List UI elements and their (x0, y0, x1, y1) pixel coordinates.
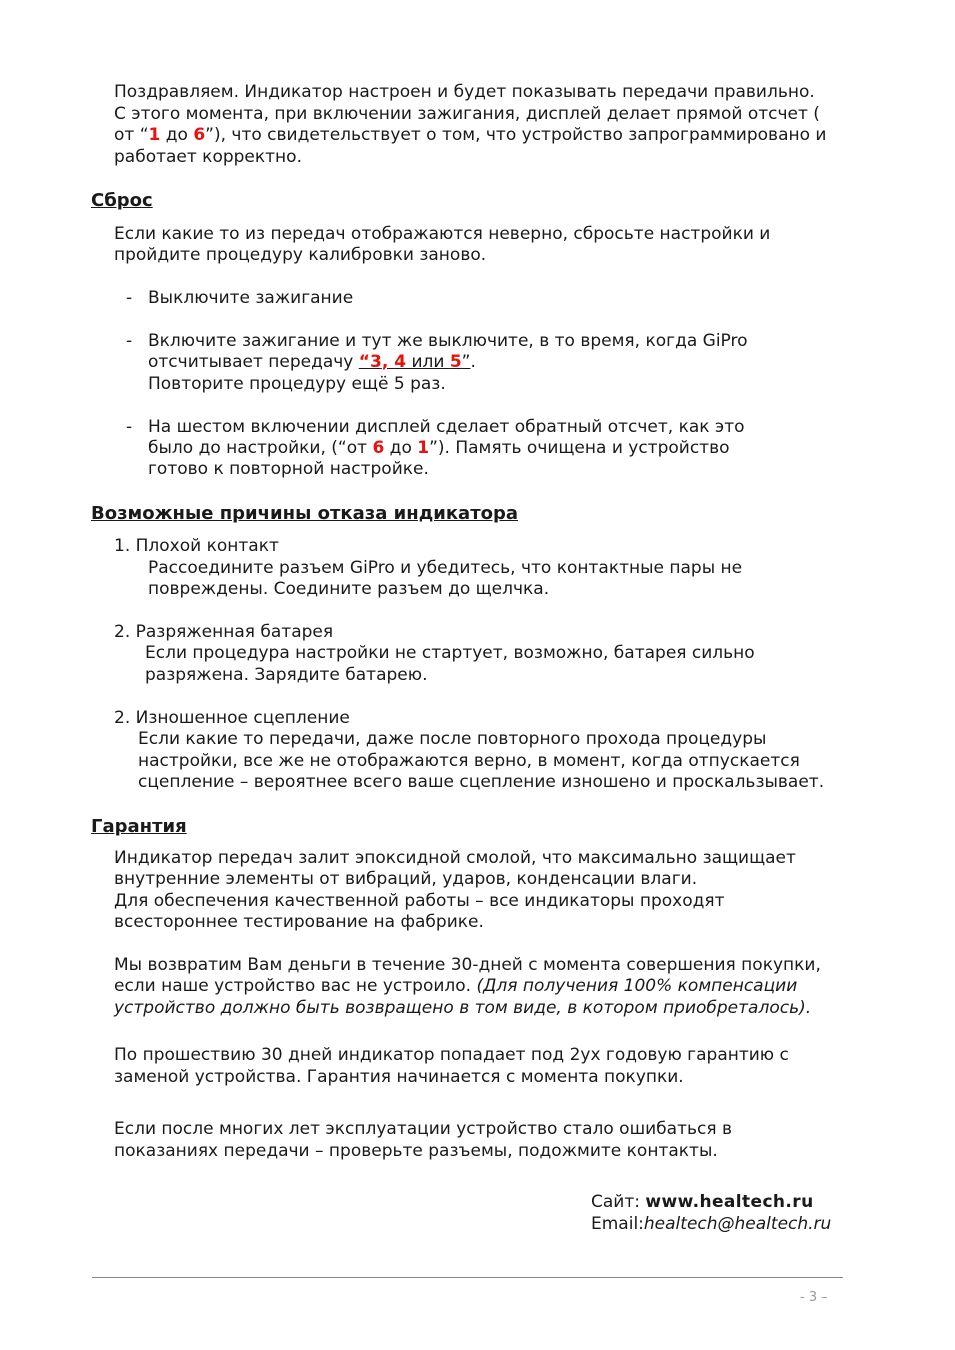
warranty-text: показаниях передачи – проверьте разъемы, подожмите контакты. (114, 1141, 718, 1161)
text-fragment: . (470, 352, 476, 372)
dash-bullet: - (126, 288, 133, 308)
causes-heading: Возможные причины отказа индикатора (91, 503, 519, 524)
step-text: Повторите процедуру ещё 5 раз. (148, 374, 446, 394)
intro-line-4: работает корректно. (114, 147, 302, 167)
cause-text: повреждены. Соедините разъем до щелчка. (148, 579, 550, 599)
text-fragment: до (384, 438, 418, 458)
warranty-text: Для обеспечения качественной работы – все индикаторы проходят (114, 891, 725, 911)
warranty-text: всестороннее тестирование на фабрике. (114, 912, 484, 932)
reset-para-line-1: Если какие то из передач отображаются неверно, сбросьте настройки и (114, 224, 771, 244)
cause-text: разряжена. Зарядите батарею. (145, 665, 428, 685)
text-fragment: от “ (114, 125, 149, 145)
warranty-text: внутренние элементы от вибраций, ударов, конденсации влаги. (114, 869, 698, 889)
email-link[interactable]: healtech@healtech.ru (643, 1214, 832, 1234)
cause-title: 2. Разряженная батарея (114, 622, 334, 642)
warranty-text: По прошествию 30 дней индикатор попадает под 2ух годовую гарантию с (114, 1045, 789, 1065)
warranty-heading: Гарантия (91, 816, 187, 837)
text-fragment: если наше устройство вас не устроило. (114, 976, 477, 996)
step-text (148, 352, 476, 374)
cause-text: настройки, все же не отображаются верно, в момент, когда отпускается (138, 751, 800, 771)
text-fragment: до (160, 125, 194, 145)
warranty-text: Если после многих лет эксплуатации устройство стало ошибаться в (114, 1119, 732, 1139)
italic-note: (Для получения 100% компенсации (476, 976, 798, 996)
cause-text: Если какие то передачи, даже после повторного прохода процедуры (138, 729, 767, 749)
intro-line-1: Поздравляем. Индикатор настроен и будет показывать передачи правильно. (114, 82, 815, 102)
step-text: Выключите зажигание (148, 288, 354, 308)
reset-para-line-2: пройдите процедуру калибровки заново. (114, 245, 487, 265)
text-fragment: было до настройки, (“от (148, 438, 373, 458)
warranty-text: Мы возвратим Вам деньги в течение 30-дней с момента совершения покупки, (114, 955, 821, 975)
warranty-text: заменой устройства. Гарантия начинается с момента покупки. (114, 1067, 684, 1087)
text-fragment: ”). Память очищена и устройство (429, 438, 730, 458)
step-text: готово к повторной настройке. (148, 459, 429, 479)
gear-number: 6 (372, 438, 385, 458)
warranty-text (114, 998, 811, 1020)
email-contact (591, 1214, 831, 1236)
text-fragment: или (406, 352, 450, 372)
intro-line-3 (114, 125, 826, 147)
dash-bullet: - (126, 417, 133, 437)
email-label: Email: (591, 1214, 644, 1234)
warranty-text: Индикатор передач залит эпоксидной смолой, что максимально защищает (114, 848, 796, 868)
page-number: - 3 – (800, 1290, 828, 1305)
italic-note: устройство должно быть возвращено в том виде, в котором приобреталось). (114, 998, 812, 1018)
reset-heading: Сброс (91, 190, 153, 211)
gear-list (359, 352, 471, 372)
gear-number: 6 (193, 125, 206, 145)
step-text: На шестом включении дисплей сделает обратный отсчет, как это (148, 417, 745, 437)
cause-title: 2. Изношенное сцепление (114, 708, 350, 728)
step-text (148, 438, 730, 460)
gear-number: 3 (369, 352, 382, 372)
cause-text: Рассоедините разъем GiPro и убедитесь, что контактные пары не (148, 558, 743, 578)
gear-number: 5 (449, 352, 462, 372)
gear-number: 1 (417, 438, 430, 458)
text-fragment: ”), что свидетельствует о том, что устройство запрограммировано и (205, 125, 827, 145)
warranty-text (114, 976, 797, 998)
gear-number: 1 (148, 125, 161, 145)
step-text: Включите зажигание и тут же выключите, в то время, когда GiPro (148, 331, 748, 351)
intro-line-2: С этого момента, при включении зажигания, дисплей делает прямой отсчет ( (114, 104, 820, 124)
quote: ” (461, 352, 471, 372)
cause-title: 1. Плохой контакт (114, 536, 279, 556)
cause-text: сцепление – вероятнее всего ваше сцепление изношено и проскальзывает. (138, 772, 825, 792)
gear-number: 4 (394, 352, 407, 372)
footer-divider (92, 1277, 843, 1278)
site-contact (591, 1192, 814, 1214)
cause-text: Если процедура настройки не стартует, возможно, батарея сильно (145, 643, 755, 663)
site-label: Сайт: (591, 1192, 646, 1212)
site-link[interactable]: www.healtech.ru (645, 1192, 814, 1212)
text-fragment: отсчитывает передачу (148, 352, 359, 372)
dash-bullet: - (126, 331, 133, 351)
quote: “ (358, 352, 370, 372)
comma: , (381, 352, 395, 372)
